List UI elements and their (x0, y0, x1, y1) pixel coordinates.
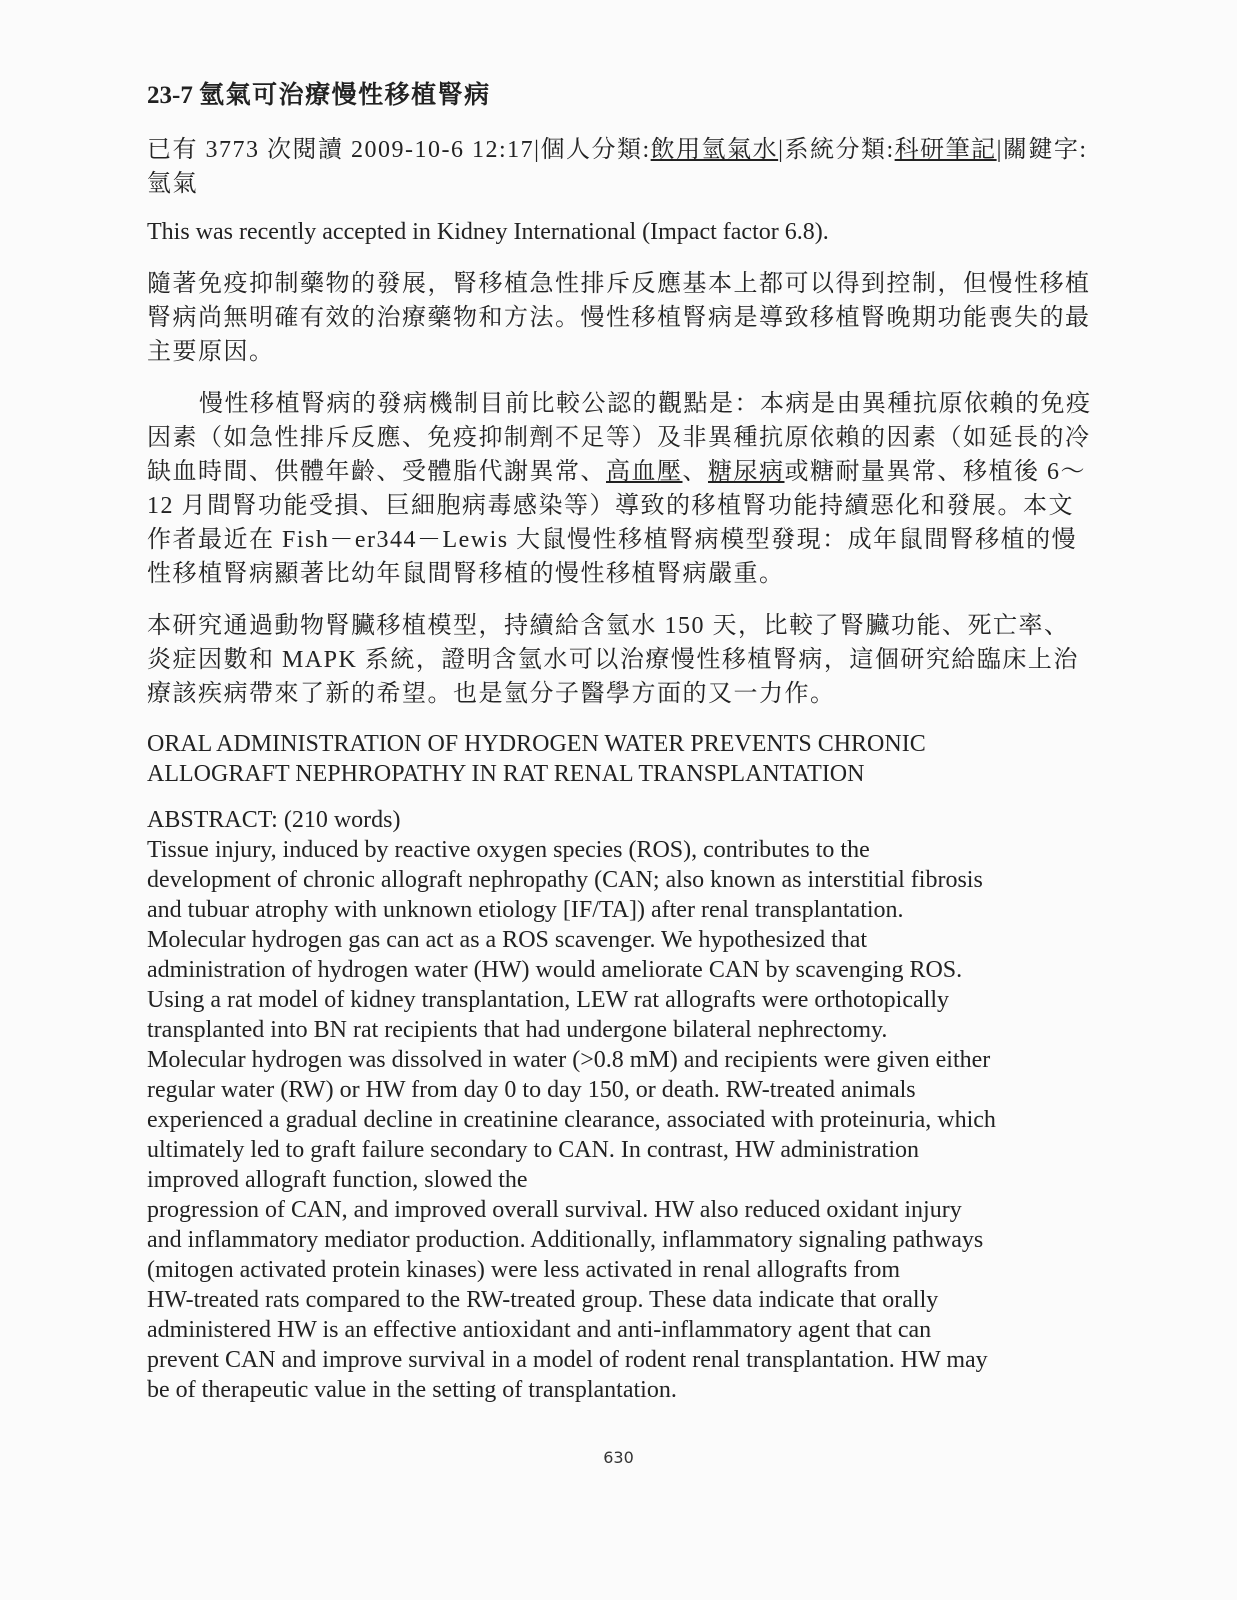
abstract-line: regular water (RW) or HW from day 0 to day 150, or death. RW-treated animals (147, 1077, 916, 1104)
abstract-line: and tubuar atrophy with unknown etiology [IF/TA]) after renal transplantation. (147, 897, 904, 924)
abstract-line: Molecular hydrogen gas can act as a ROS scavenger. We hypothesized that (147, 927, 868, 954)
views-suffix: 次閱讀 (267, 137, 344, 164)
abstract-line: (mitogen activated protein kinases) were less activated in renal allografts from (147, 1257, 901, 1284)
paragraph-2 (147, 387, 1092, 591)
abstract-line: development of chronic allograft nephropathy (CAN; also known as interstitial fibrosis (147, 867, 983, 894)
abstract (147, 805, 1092, 1405)
diabetes-link[interactable]: 糖尿病 (708, 459, 785, 486)
meta-sep-keyword: |關鍵字: (996, 137, 1088, 164)
abstract-line: transplanted into BN rat recipients that had undergone bilateral nephrectomy. (147, 1017, 888, 1044)
system-category-link[interactable]: 科研筆記 (894, 137, 997, 164)
abstract-line: ultimately led to graft failure secondary to CAN. In contrast, HW administration (147, 1137, 920, 1164)
page-content (147, 80, 1092, 1405)
abstract-line: prevent CAN and improve survival in a model of rodent renal transplantation. HW may (147, 1347, 988, 1374)
post-datetime: 2009-10-6 12:17 (351, 137, 535, 164)
section-number: 23-7 (147, 82, 193, 109)
meta-prefix: 已有 (147, 137, 198, 164)
paragraph-3: 本研究通過動物腎臟移植模型，持續給含氫水 150 天，比較了腎臟功能、死亡率、炎症因數和 MAPK 系統，證明含氫水可以治療慢性移植腎病，這個研究給臨床上治療該疾病帶來了新的希望。也是氫分子醫學方面的又一力作。 (147, 613, 1079, 708)
abstract-line: progression of CAN, and improved overall survival. HW also reduced oxidant injury (147, 1197, 962, 1224)
english-title-line-1: ORAL ADMINISTRATION OF HYDROGEN WATER PREVENTS CHRONIC (147, 731, 926, 758)
abstract-heading: ABSTRACT: (210 words) (147, 807, 401, 834)
abstract-line: and inflammatory mediator production. Additionally, inflammatory signaling pathways (147, 1227, 984, 1254)
abstract-line: HW-treated rats compared to the RW-treated group. These data indicate that orally (147, 1287, 939, 1314)
abstract-line: improved allograft function, slowed the (147, 1167, 528, 1194)
english-title-line-2: ALLOGRAFT NEPHROPATHY IN RAT RENAL TRANSPLANTATION (147, 761, 865, 788)
article-english-title (147, 729, 1092, 789)
title-text: 氫氣可治療慢性移植腎病 (199, 82, 491, 109)
meta-sep-personal: |個人分類: (534, 137, 651, 164)
abstract-line: Using a rat model of kidney transplantation, LEW rat allografts were orthotopically (147, 987, 949, 1014)
hypertension-link[interactable]: 高血壓 (606, 459, 683, 486)
view-count: 3773 (205, 137, 260, 164)
personal-category-link[interactable]: 飲用氫氣水 (650, 137, 779, 164)
paragraph-2-part2: 或糖耐量異常、移植後 6～12 月間腎功能受損、巨細胞病毒感染等）導致的移植腎功能持續惡化和發展。本文作者最近在 Fish－er344－Lewis 大鼠慢性移植腎病模型發現：成年鼠間腎移植的慢性移植腎病顯著比幼年鼠間腎移植的慢性移植腎病嚴重。 (147, 459, 1086, 588)
post-meta (147, 133, 1092, 201)
paragraph-1: 隨著免疫抑制藥物的發展，腎移植急性排斥反應基本上都可以得到控制，但慢性移植腎病尚無明確有效的治療藥物和方法。慢性移植腎病是導致移植腎晚期功能喪失的最主要原因。 (147, 271, 1091, 366)
meta-sep-system: |系統分類: (778, 137, 895, 164)
paragraph-2-part1: 慢性移植腎病的發病機制目前比較公認的觀點是：本病是由異種抗原依賴的免疫因素（如急性排斥反應、免疫抑制劑不足等）及非異種抗原依賴的因素（如延長的冷缺血時間、供體年齡、受體脂代謝異常、 (147, 391, 1092, 486)
abstract-line: Molecular hydrogen was dissolved in water (>0.8 mM) and recipients were given either (147, 1047, 991, 1074)
abstract-line: administered HW is an effective antioxidant and anti-inflammatory agent that can (147, 1317, 932, 1344)
keyword: 氫氣 (147, 171, 198, 198)
paragraph-2-sep: 、 (682, 459, 708, 486)
abstract-line: administration of hydrogen water (HW) would ameliorate CAN by scavenging ROS. (147, 957, 963, 984)
page-number: 630 (603, 1448, 634, 1467)
abstract-line: experienced a gradual decline in creatinine clearance, associated with proteinuria, which (147, 1107, 996, 1134)
intro-english: This was recently accepted in Kidney International (Impact factor 6.8). (147, 219, 829, 246)
page-title (147, 80, 1092, 111)
abstract-line: be of therapeutic value in the setting of transplantation. (147, 1377, 677, 1404)
abstract-line: Tissue injury, induced by reactive oxygen species (ROS), contributes to the (147, 837, 870, 864)
